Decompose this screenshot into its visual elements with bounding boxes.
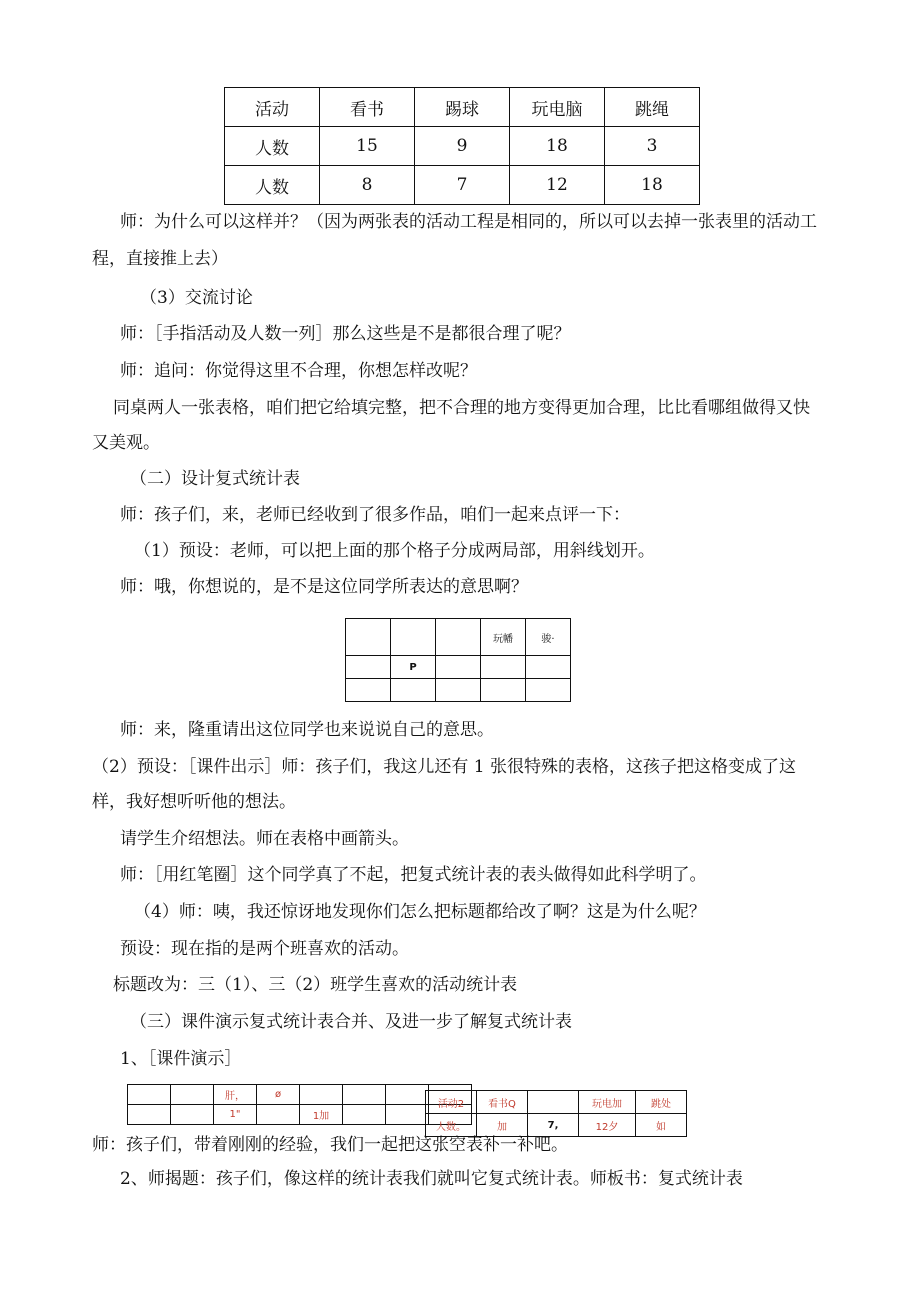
table-row (225, 166, 700, 205)
table-row (225, 127, 700, 166)
table-cell: 3 (605, 127, 700, 166)
paragraph: （2）预设：［课件出示］师：孩子们，我这儿还有 1 张很特殊的表格，这孩子把这格变成了这 (92, 757, 796, 777)
activity-table (224, 87, 700, 205)
table-header-row (225, 88, 700, 127)
table-cell: 加 (477, 1114, 528, 1137)
table-cell: 18 (605, 166, 700, 205)
paragraph: 标题改为：三（1）、三（2）班学生喜欢的活动统计表 (113, 975, 518, 995)
table-cell: 9 (415, 127, 510, 166)
table-cell (391, 619, 436, 656)
paragraph: 师：为什么可以这样并？（因为两张表的活动工程是相同的，所以可以去掉一张表里的活动工 (120, 212, 817, 232)
table-row (346, 679, 571, 702)
table-cell: 跳处 (636, 1091, 687, 1114)
table-cell: 人数 (225, 127, 320, 166)
courseware-table-left (127, 1084, 472, 1125)
table-cell (436, 679, 481, 702)
paragraph: 程，直接推上去） (92, 249, 228, 269)
table-cell (171, 1105, 214, 1125)
table-row (426, 1091, 687, 1114)
paragraph: 请学生介绍想法。师在表格中画箭头。 (120, 829, 409, 849)
paragraph: 又美观。 (92, 433, 160, 453)
table-cell: 踢球 (415, 88, 510, 127)
table-cell: 玩幡 (481, 619, 526, 656)
paragraph: （1）预设：老师，可以把上面的那个格子分成两局部，用斜线划开。 (134, 541, 655, 561)
table-cell (528, 1091, 579, 1114)
table-cell: 12夕 (579, 1114, 636, 1137)
table-cell (436, 656, 481, 679)
table-cell: 看书 (320, 88, 415, 127)
table-cell: 1加 (300, 1105, 343, 1125)
section-heading: （二）设计复式统计表 (130, 469, 300, 489)
table-cell (436, 619, 481, 656)
table-cell: 15 (320, 127, 415, 166)
table-cell: 1" (214, 1105, 257, 1125)
paragraph: 师：追问：你觉得这里不合理，你想怎样改呢？ (120, 361, 477, 381)
paragraph: 师：孩子们，来，老师已经收到了很多作品，咱们一起来点评一下： (120, 505, 630, 525)
table-cell (343, 1085, 386, 1105)
table-cell (171, 1085, 214, 1105)
table-row (128, 1085, 472, 1105)
table-row (346, 619, 571, 656)
table-cell: 玩电加 (579, 1091, 636, 1114)
table-cell: 玩电脑 (510, 88, 605, 127)
table-row (128, 1105, 472, 1125)
table-cell (386, 1105, 429, 1125)
table-cell: P (391, 656, 436, 679)
table-cell: 7, (528, 1114, 579, 1137)
table-cell: 活动 (225, 88, 320, 127)
table-cell: 7 (415, 166, 510, 205)
table-cell: 人数 (225, 166, 320, 205)
table-cell (481, 656, 526, 679)
table-cell (526, 679, 571, 702)
table-cell (257, 1105, 300, 1125)
table-cell (128, 1105, 171, 1125)
table-cell: 活动2 (426, 1091, 477, 1114)
paragraph: （4）师：咦，我还惊讶地发现你们怎么把标题都给改了啊？这是为什么呢？ (134, 902, 706, 922)
table-cell: ø (257, 1085, 300, 1105)
sketch-table (345, 618, 571, 702)
table-cell: 如 (636, 1114, 687, 1137)
table-cell (481, 679, 526, 702)
table-cell: 12 (510, 166, 605, 205)
paragraph: 师：孩子们，带着刚刚的经验，我们一起把这张空表补一补吧。 (92, 1135, 568, 1155)
paragraph: 师：来，隆重请出这位同学也来说说自己的意思。 (120, 720, 494, 740)
table-cell: 看书Q (477, 1091, 528, 1114)
table-cell: 人数。 (426, 1114, 477, 1137)
paragraph: 1、［课件演示］ (120, 1049, 242, 1069)
paragraph: 师：［用红笔圈］这个同学真了不起，把复式统计表的表头做得如此科学明了。 (120, 865, 707, 885)
table-cell: 18 (510, 127, 605, 166)
table-cell (386, 1085, 429, 1105)
paragraph: 同桌两人一张表格，咱们把它给填完整，把不合理的地方变得更加合理，比比看哪组做得又快 (113, 398, 810, 418)
table-cell (300, 1085, 343, 1105)
section-heading: （三）课件演示复式统计表合并、及进一步了解复式统计表 (130, 1012, 572, 1032)
table-cell (526, 656, 571, 679)
table-row (346, 656, 571, 679)
table-cell (346, 619, 391, 656)
table-cell: 8 (320, 166, 415, 205)
table-cell (346, 679, 391, 702)
table-cell: 肝， (214, 1085, 257, 1105)
table-cell (391, 679, 436, 702)
table-cell (128, 1085, 171, 1105)
table-cell: 骏· (526, 619, 571, 656)
table-cell: 跳绳 (605, 88, 700, 127)
paragraph: 样，我好想听听他的想法。 (92, 792, 296, 812)
paragraph: （3）交流讨论 (140, 288, 253, 308)
table-cell (343, 1105, 386, 1125)
courseware-table-right (425, 1090, 687, 1137)
paragraph: 预设：现在指的是两个班喜欢的活动。 (120, 939, 409, 959)
paragraph: 师：［手指活动及人数一列］那么这些是不是都很合理了呢？ (120, 324, 571, 344)
paragraph: 2、师揭题：孩子们，像这样的统计表我们就叫它复式统计表。师板书：复式统计表 (120, 1169, 743, 1189)
table-cell (346, 656, 391, 679)
paragraph: 师：哦，你想说的，是不是这位同学所表达的意思啊？ (120, 577, 528, 597)
